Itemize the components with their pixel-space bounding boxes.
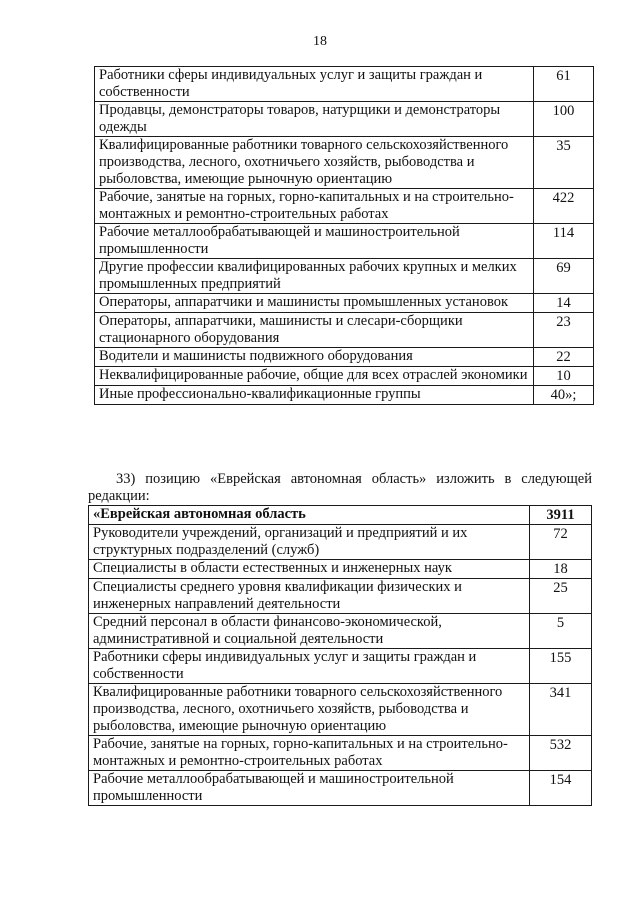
occupation-label: Операторы, аппаратчики, машинисты и слесари-сборщики стационарного оборудования	[95, 313, 534, 348]
region-total: 3911	[530, 506, 592, 525]
occupation-label: Иные профессионально-квалификационные группы	[95, 386, 534, 405]
occupation-label: Работники сферы индивидуальных услуг и защиты граждан и собственности	[89, 649, 530, 684]
table-row	[95, 67, 594, 102]
occupation-label: Продавцы, демонстраторы товаров, натурщики и демонстраторы одежды	[95, 102, 534, 137]
occupation-label: Водители и машинисты подвижного оборудования	[95, 348, 534, 367]
occupation-label: Другие профессии квалифицированных рабочих крупных и мелких промышленных предприятий	[95, 259, 534, 294]
table-row	[95, 386, 594, 405]
table-row	[95, 367, 594, 386]
occupation-value: 154	[530, 771, 592, 806]
table-header-row	[89, 506, 592, 525]
table-row	[89, 579, 592, 614]
table-row	[95, 348, 594, 367]
occupation-label: Квалифицированные работники товарного сельскохозяйственного производства, лесного, охотничьего хозяйств, рыбоводства и рыболовства, имеющие рыночную ориентацию	[95, 137, 534, 189]
occupation-label: Руководители учреждений, организаций и предприятий и их структурных подразделений (служб)	[89, 525, 530, 560]
table-row	[95, 259, 594, 294]
table-row	[89, 771, 592, 806]
occupation-label: Средний персонал в области финансово-экономической, административной и социальной деятельности	[89, 614, 530, 649]
table-row	[89, 525, 592, 560]
table-row	[89, 684, 592, 736]
occupation-value: 35	[534, 137, 594, 189]
occupation-value: 532	[530, 736, 592, 771]
occupation-label: Рабочие металлообрабатывающей и машиностроительной промышленности	[95, 224, 534, 259]
table-row	[95, 313, 594, 348]
table-row	[95, 189, 594, 224]
table-row	[95, 102, 594, 137]
table-row	[95, 137, 594, 189]
occupation-value: 22	[534, 348, 594, 367]
occupation-value: 72	[530, 525, 592, 560]
occupation-label: Неквалифицированные рабочие, общие для всех отраслей экономики	[95, 367, 534, 386]
occupation-value: 61	[534, 67, 594, 102]
occupation-value: 5	[530, 614, 592, 649]
occupation-value: 40»;	[534, 386, 594, 405]
occupation-value: 155	[530, 649, 592, 684]
occupation-value: 25	[530, 579, 592, 614]
occupation-value: 14	[534, 294, 594, 313]
table-row	[95, 224, 594, 259]
occupation-label: Работники сферы индивидуальных услуг и защиты граждан и собственности	[95, 67, 534, 102]
occupation-value: 10	[534, 367, 594, 386]
occupation-value: 18	[530, 560, 592, 579]
occupation-label: Квалифицированные работники товарного сельскохозяйственного производства, лесного, охотничьего хозяйств, рыбоводства и рыболовства, имеющие рыночную ориентацию	[89, 684, 530, 736]
occupation-table-continued	[94, 66, 594, 405]
occupation-label: Операторы, аппаратчики и машинисты промышленных установок	[95, 294, 534, 313]
table-row	[89, 614, 592, 649]
occupation-label: Рабочие, занятые на горных, горно-капитальных и на строительно-монтажных и ремонтно-строительных работах	[89, 736, 530, 771]
occupation-label: Рабочие, занятые на горных, горно-капитальных и на строительно-монтажных и ремонтно-строительных работах	[95, 189, 534, 224]
table-row	[89, 560, 592, 579]
table-row	[95, 294, 594, 313]
region-name: «Еврейская автономная область	[89, 506, 530, 525]
occupation-label: Специалисты среднего уровня квалификации физических и инженерных направлений деятельности	[89, 579, 530, 614]
table-row	[89, 736, 592, 771]
page-number: 18	[313, 34, 327, 49]
occupation-value: 114	[534, 224, 594, 259]
occupation-value: 23	[534, 313, 594, 348]
amendment-paragraph: 33) позицию «Еврейская автономная область» изложить в следующей редакции:	[88, 471, 592, 504]
table-row	[89, 649, 592, 684]
occupation-value: 100	[534, 102, 594, 137]
occupation-value: 422	[534, 189, 594, 224]
jewish-autonomous-region-table	[88, 505, 592, 806]
occupation-value: 341	[530, 684, 592, 736]
occupation-value: 69	[534, 259, 594, 294]
occupation-label: Специалисты в области естественных и инженерных наук	[89, 560, 530, 579]
occupation-label: Рабочие металлообрабатывающей и машиностроительной промышленности	[89, 771, 530, 806]
